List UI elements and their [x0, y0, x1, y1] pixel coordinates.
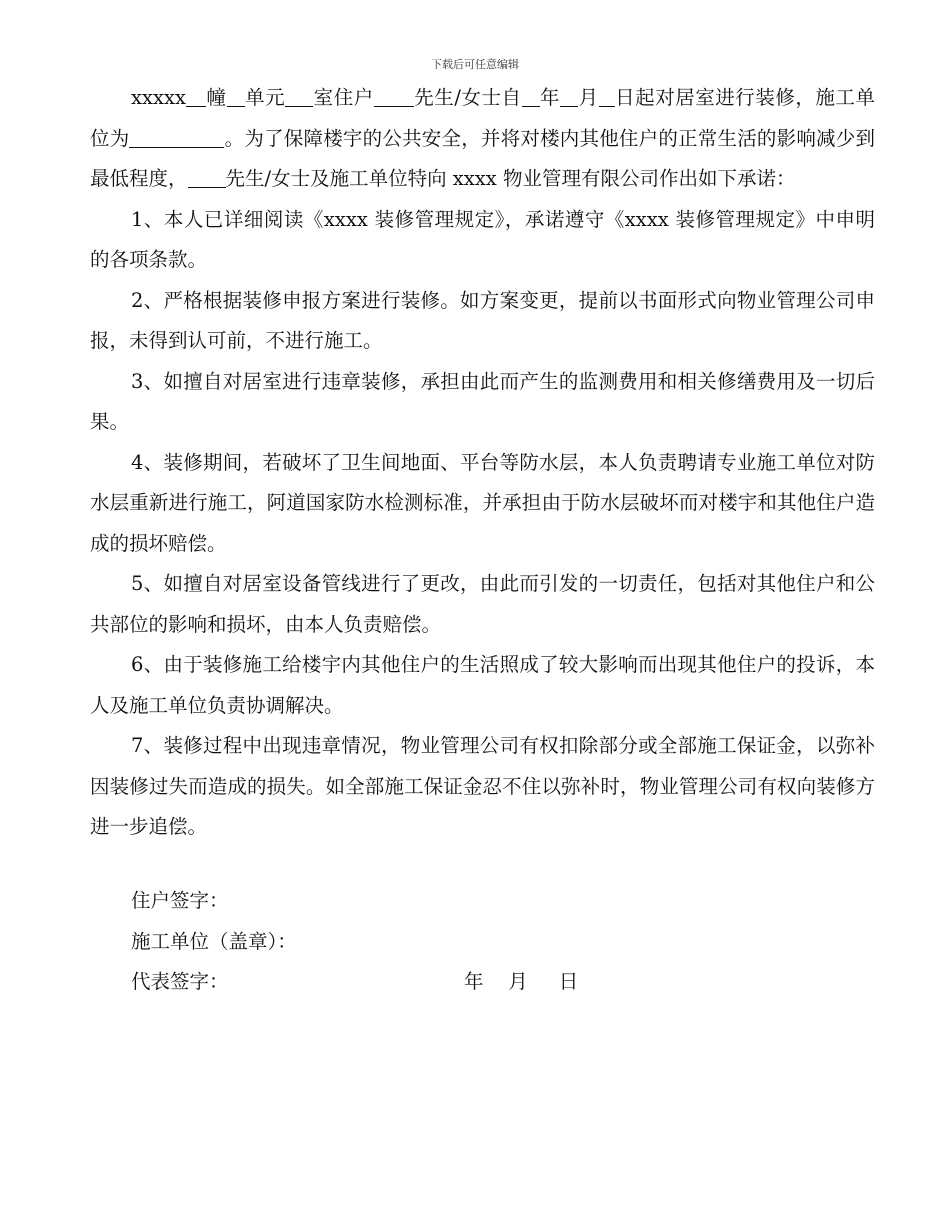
clause-6: 6、由于装修施工给楼宇内其他住户的生活照成了较大影响而出现其他住户的投诉，本人及施工单位负责协调解决。	[90, 653, 875, 717]
intro-text-8: 日起对居室进行装修，施工单位为	[90, 86, 875, 150]
contractor-seal-label: 施工单位（盖章）：	[131, 929, 297, 953]
blank-day	[599, 84, 615, 107]
signature-block	[131, 881, 831, 1003]
clause-5: 5、如擅自对居室设备管线进行了更改，由此而引发的一切责任，包括对其他住户和公共部位的影响和损坏，由本人负责赔偿。	[90, 572, 875, 636]
intro-text-10: 先生/女士及施工单位特向 xxxx 物业管理有限公司作出如下承诺：	[225, 167, 796, 190]
blank-room	[285, 84, 313, 107]
intro-text-9: 。为了保障楼宇的公共安全，并将对楼内其他住户的正常生活的影响减少到最低程度，	[90, 126, 875, 190]
intro-text-6: 年	[539, 86, 561, 109]
blank-year	[522, 84, 540, 107]
clause-2: 2、严格根据装修申报方案进行装修。如方案变更，提前以书面形式向物业管理公司申报，未得到认可前，不进行施工。	[90, 288, 875, 352]
contractor-seal-line	[131, 922, 831, 963]
blank-month	[560, 84, 578, 107]
intro-text-1: xxxxx	[131, 86, 186, 109]
intro-paragraph	[90, 78, 875, 200]
resident-signature-label: 住户签字：	[131, 889, 229, 912]
signature-date: 年 月 日	[464, 970, 579, 993]
representative-signature-line	[131, 962, 831, 1003]
blank-contractor	[129, 125, 224, 148]
intro-text-3: 单元	[244, 86, 286, 109]
blank-unit	[227, 84, 245, 107]
intro-text-7: 月	[578, 86, 599, 109]
header-note: 下载后可任意编辑	[431, 58, 519, 71]
intro-text-4: 室住户	[313, 86, 374, 109]
clause-7: 7、装修过程中出现违章情况，物业管理公司有权扣除部分或全部施工保证金，以弥补因装修过失而造成的损失。如全部施工保证金忍不住以弥补时，物业管理公司有权向装修方进一步追偿。	[90, 734, 875, 838]
resident-signature-line	[131, 881, 831, 922]
representative-signature-label: 代表签字：	[131, 970, 229, 993]
clause-3: 3、如擅自对居室进行违章装修，承担由此而产生的监测费用和相关修缮费用及一切后果。	[90, 369, 875, 433]
intro-text-2: 幢	[206, 86, 227, 109]
intro-text-5: 先生/女士自	[413, 86, 522, 109]
blank-resident-name-2	[188, 165, 226, 188]
document-body	[90, 78, 875, 848]
blank-resident-name	[374, 84, 414, 107]
clause-1: 1、本人已详细阅读《xxxx 装修管理规定》，承诺遵守《xxxx 装修管理规定》中申明的各项条款。	[90, 207, 875, 271]
clause-4: 4、装修期间，若破坏了卫生间地面、平台等防水层，本人负责聘请专业施工单位对防水层重新进行施工，阿道国家防水检测标准，并承担由于防水层破坏而对楼宇和其他住户造成的损坏赔偿。	[90, 450, 875, 555]
blank-building	[186, 84, 206, 107]
